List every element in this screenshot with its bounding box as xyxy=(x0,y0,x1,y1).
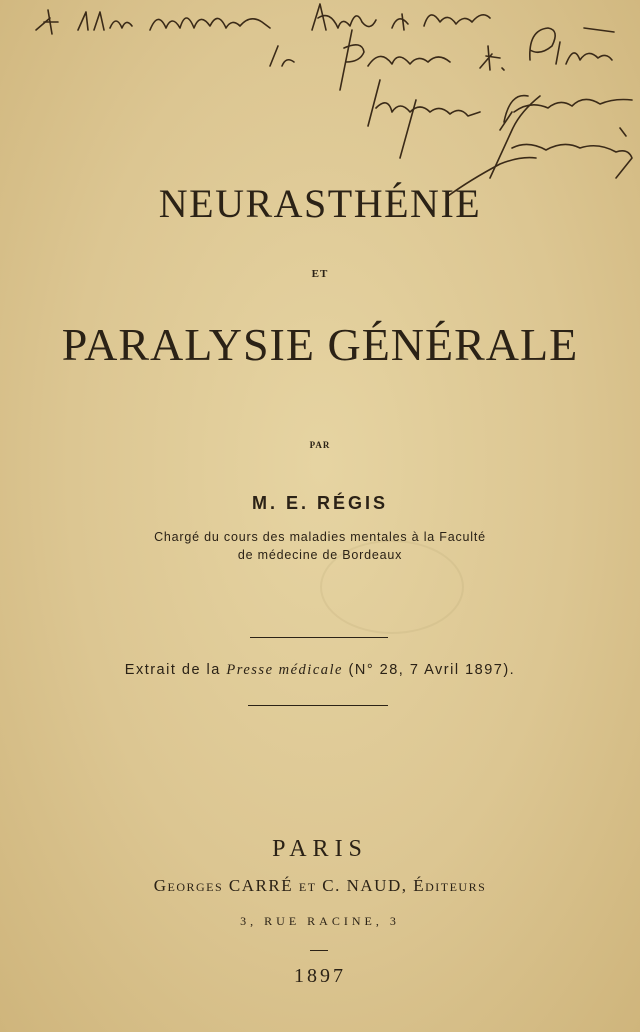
author-name: M. E. RÉGIS xyxy=(251,493,389,513)
divider-top xyxy=(250,637,388,638)
handwritten-signature-image xyxy=(0,0,640,200)
imprint-year: 1897 xyxy=(294,965,346,987)
book-subtitle: PARALYSIE GÉNÉRALE xyxy=(61,319,579,370)
by-label: PAR xyxy=(309,440,331,450)
book-title: NEURASTHÉNIE xyxy=(158,181,482,226)
extract-prefix: Extrait de la xyxy=(124,662,221,678)
author-affiliation-line-1: Chargé du cours des maladies mentales à la Faculté xyxy=(154,530,486,544)
author-affiliation-line-2: de médecine de Bordeaux xyxy=(237,548,403,562)
imprint-publisher: Georges CARRÉ et C. NAUD, Éditeurs xyxy=(153,876,487,895)
title-connector: ET xyxy=(311,268,329,280)
handwritten-dedication xyxy=(0,0,640,200)
extract-suffix: (N° 28, 7 Avril 1897). xyxy=(348,662,516,678)
journal-name: Presse médicale xyxy=(226,662,343,678)
divider-short xyxy=(310,950,328,951)
divider-bottom xyxy=(248,705,388,706)
extract-note xyxy=(0,662,640,679)
imprint-city: PARIS xyxy=(272,836,368,862)
imprint-address: 3, RUE RACINE, 3 xyxy=(240,914,400,928)
